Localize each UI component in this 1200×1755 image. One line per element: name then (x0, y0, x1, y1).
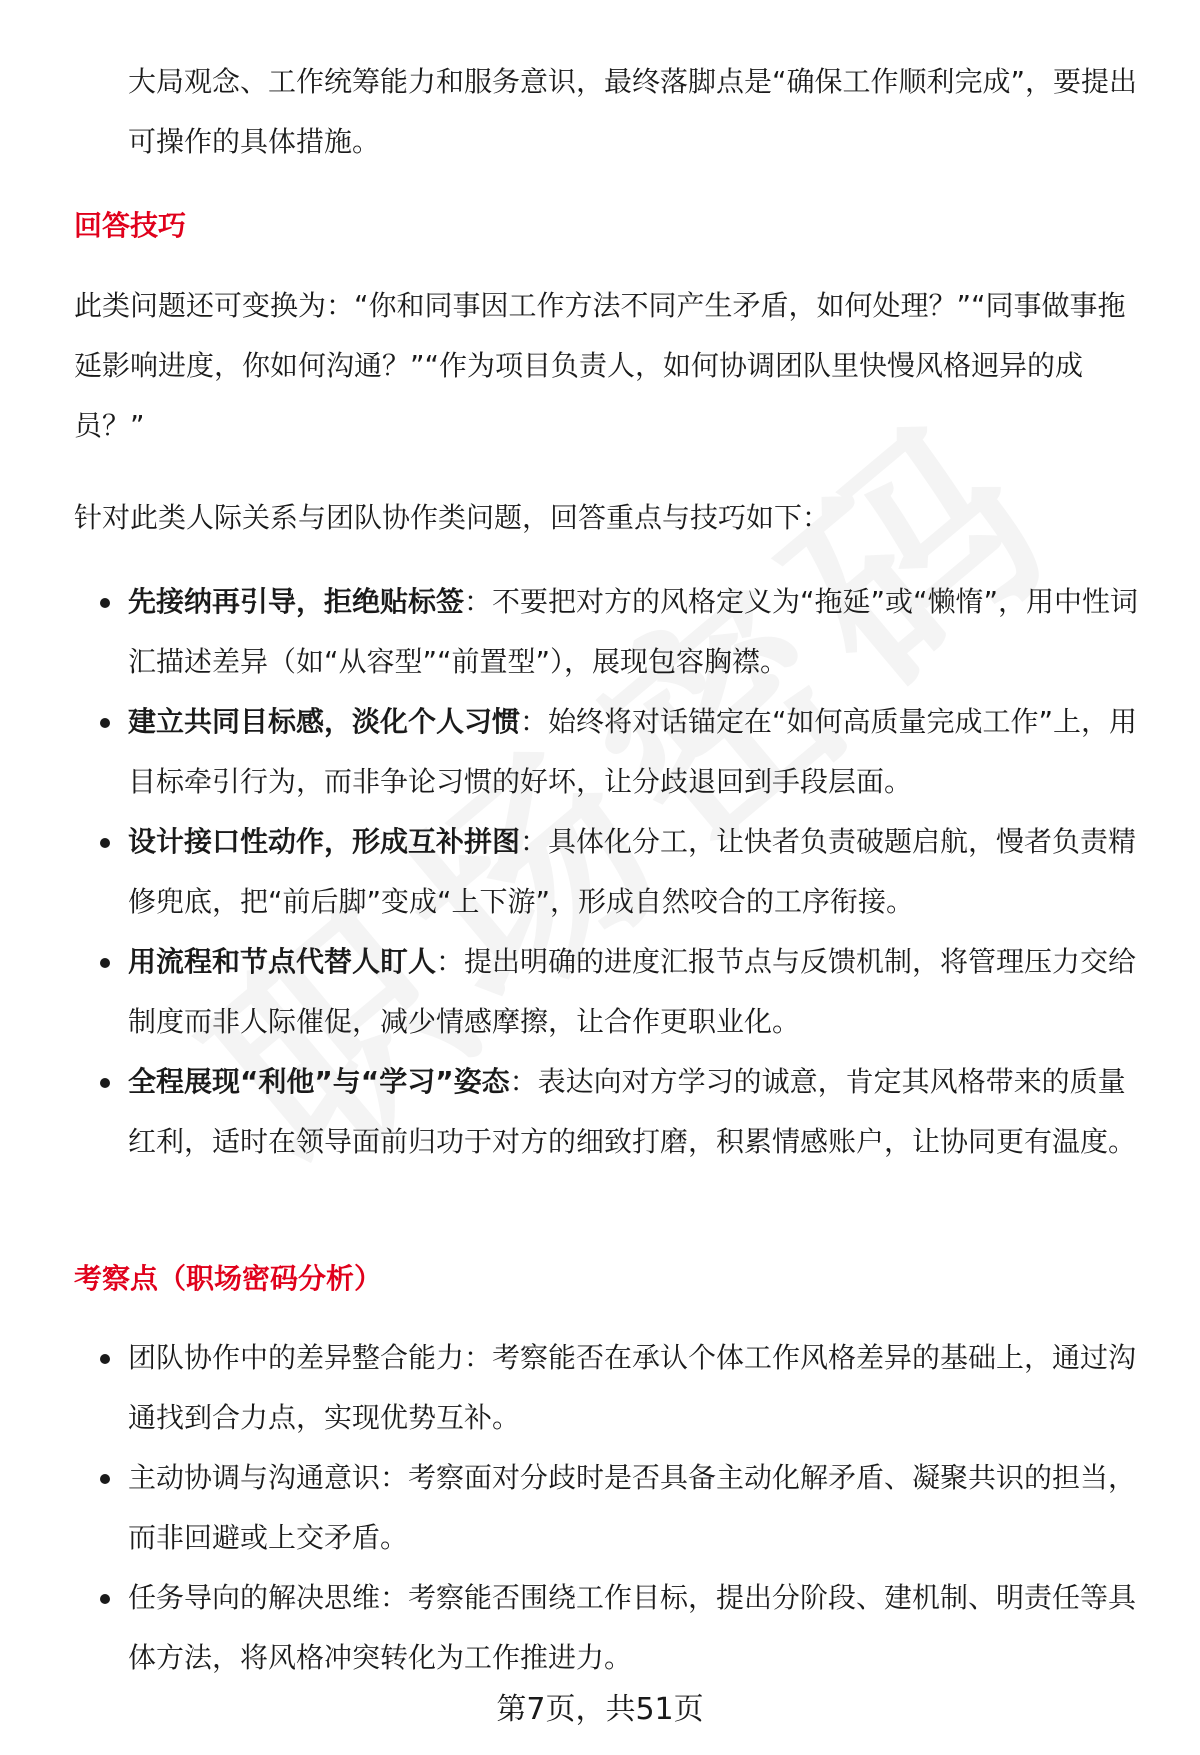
bullet-dot-icon (100, 838, 110, 848)
bullet-text: 主动协调与沟通意识：考察面对分歧时是否具备主动化解矛盾、凝聚共识的担当，而非回避或上交矛盾。 (128, 1461, 1137, 1554)
bullet-text: ：始终将对话锚定在“如何高质量完成工作”上，用目标牵引行为，而非争论习惯的好坏，让分歧退回到手段层面。 (128, 705, 1138, 798)
section-heading-points: 考察点（职场密码分析） (74, 1262, 383, 1295)
bullet-title: 建立共同目标感，淡化个人习惯 (128, 705, 521, 738)
list-item (74, 1052, 1150, 1172)
bullet-title: 用流程和节点代替人盯人 (128, 945, 437, 978)
bullet-title: 全程展现“利他”与“学习”姿态 (128, 1065, 510, 1098)
bullet-text: 团队协作中的差异整合能力：考察能否在承认个体工作风格差异的基础上，通过沟通找到合力点，实现优势互补。 (128, 1341, 1137, 1434)
bullet-dot-icon (100, 958, 110, 968)
points-bullet-list (74, 1328, 1150, 1688)
list-item (74, 692, 1150, 812)
bullet-text: ：提出明确的进度汇报节点与反馈机制，将管理压力交给制度而非人际催促，减少情感摩擦，让合作更职业化。 (128, 945, 1137, 1038)
bullet-dot-icon (100, 1078, 110, 1088)
bullet-dot-icon (100, 1594, 110, 1604)
tips-paragraph-intro: 针对此类人际关系与团队协作类问题，回答重点与技巧如下： (74, 501, 831, 534)
list-item (74, 932, 1150, 1052)
bullet-dot-icon (100, 598, 110, 608)
bullet-dot-icon (100, 718, 110, 728)
list-item (74, 1328, 1150, 1448)
intro-continuation: 大局观念、工作统筹能力和服务意识，最终落脚点是“确保工作顺利完成”，要提出可操作的具体措施。 (128, 65, 1138, 158)
list-item (74, 572, 1150, 692)
bullet-text: 任务导向的解决思维：考察能否围绕工作目标，提出分阶段、建机制、明责任等具体方法，将风格冲突转化为工作推进力。 (128, 1581, 1137, 1674)
section-heading-tips: 回答技巧 (74, 209, 187, 242)
page-number-footer: 第7页，共51页 (496, 1692, 704, 1727)
bullet-dot-icon (100, 1354, 110, 1364)
bullet-title: 设计接口性动作，形成互补拼图 (128, 825, 521, 858)
bullet-dot-icon (100, 1474, 110, 1484)
tips-bullet-list (74, 572, 1150, 1172)
list-item (74, 1568, 1150, 1688)
bullet-title: 先接纳再引导，拒绝贴标签 (128, 585, 465, 618)
bullet-text: ：不要把对方的风格定义为“拖延”或“懒惰”，用中性词汇描述差异（如“从容型”“前置型”），展现包容胸襟。 (128, 585, 1139, 678)
list-item (74, 812, 1150, 932)
list-item (74, 1448, 1150, 1568)
bullet-text: ：表达向对方学习的诚意，肯定其风格带来的质量红利，适时在领导面前归功于对方的细致打磨，积累情感账户，让协同更有温度。 (128, 1065, 1137, 1158)
tips-paragraph-variants: 此类问题还可变换为：“你和同事因工作方法不同产生矛盾，如何处理？”“同事做事拖延影响进度，你如何沟通？”“作为项目负责人，如何协调团队里快慢风格迥异的成员？” (74, 289, 1126, 442)
bullet-text: ：具体化分工，让快者负责破题启航，慢者负责精修兜底，把“前后脚”变成“上下游”，形成自然咬合的工序衔接。 (128, 825, 1137, 918)
